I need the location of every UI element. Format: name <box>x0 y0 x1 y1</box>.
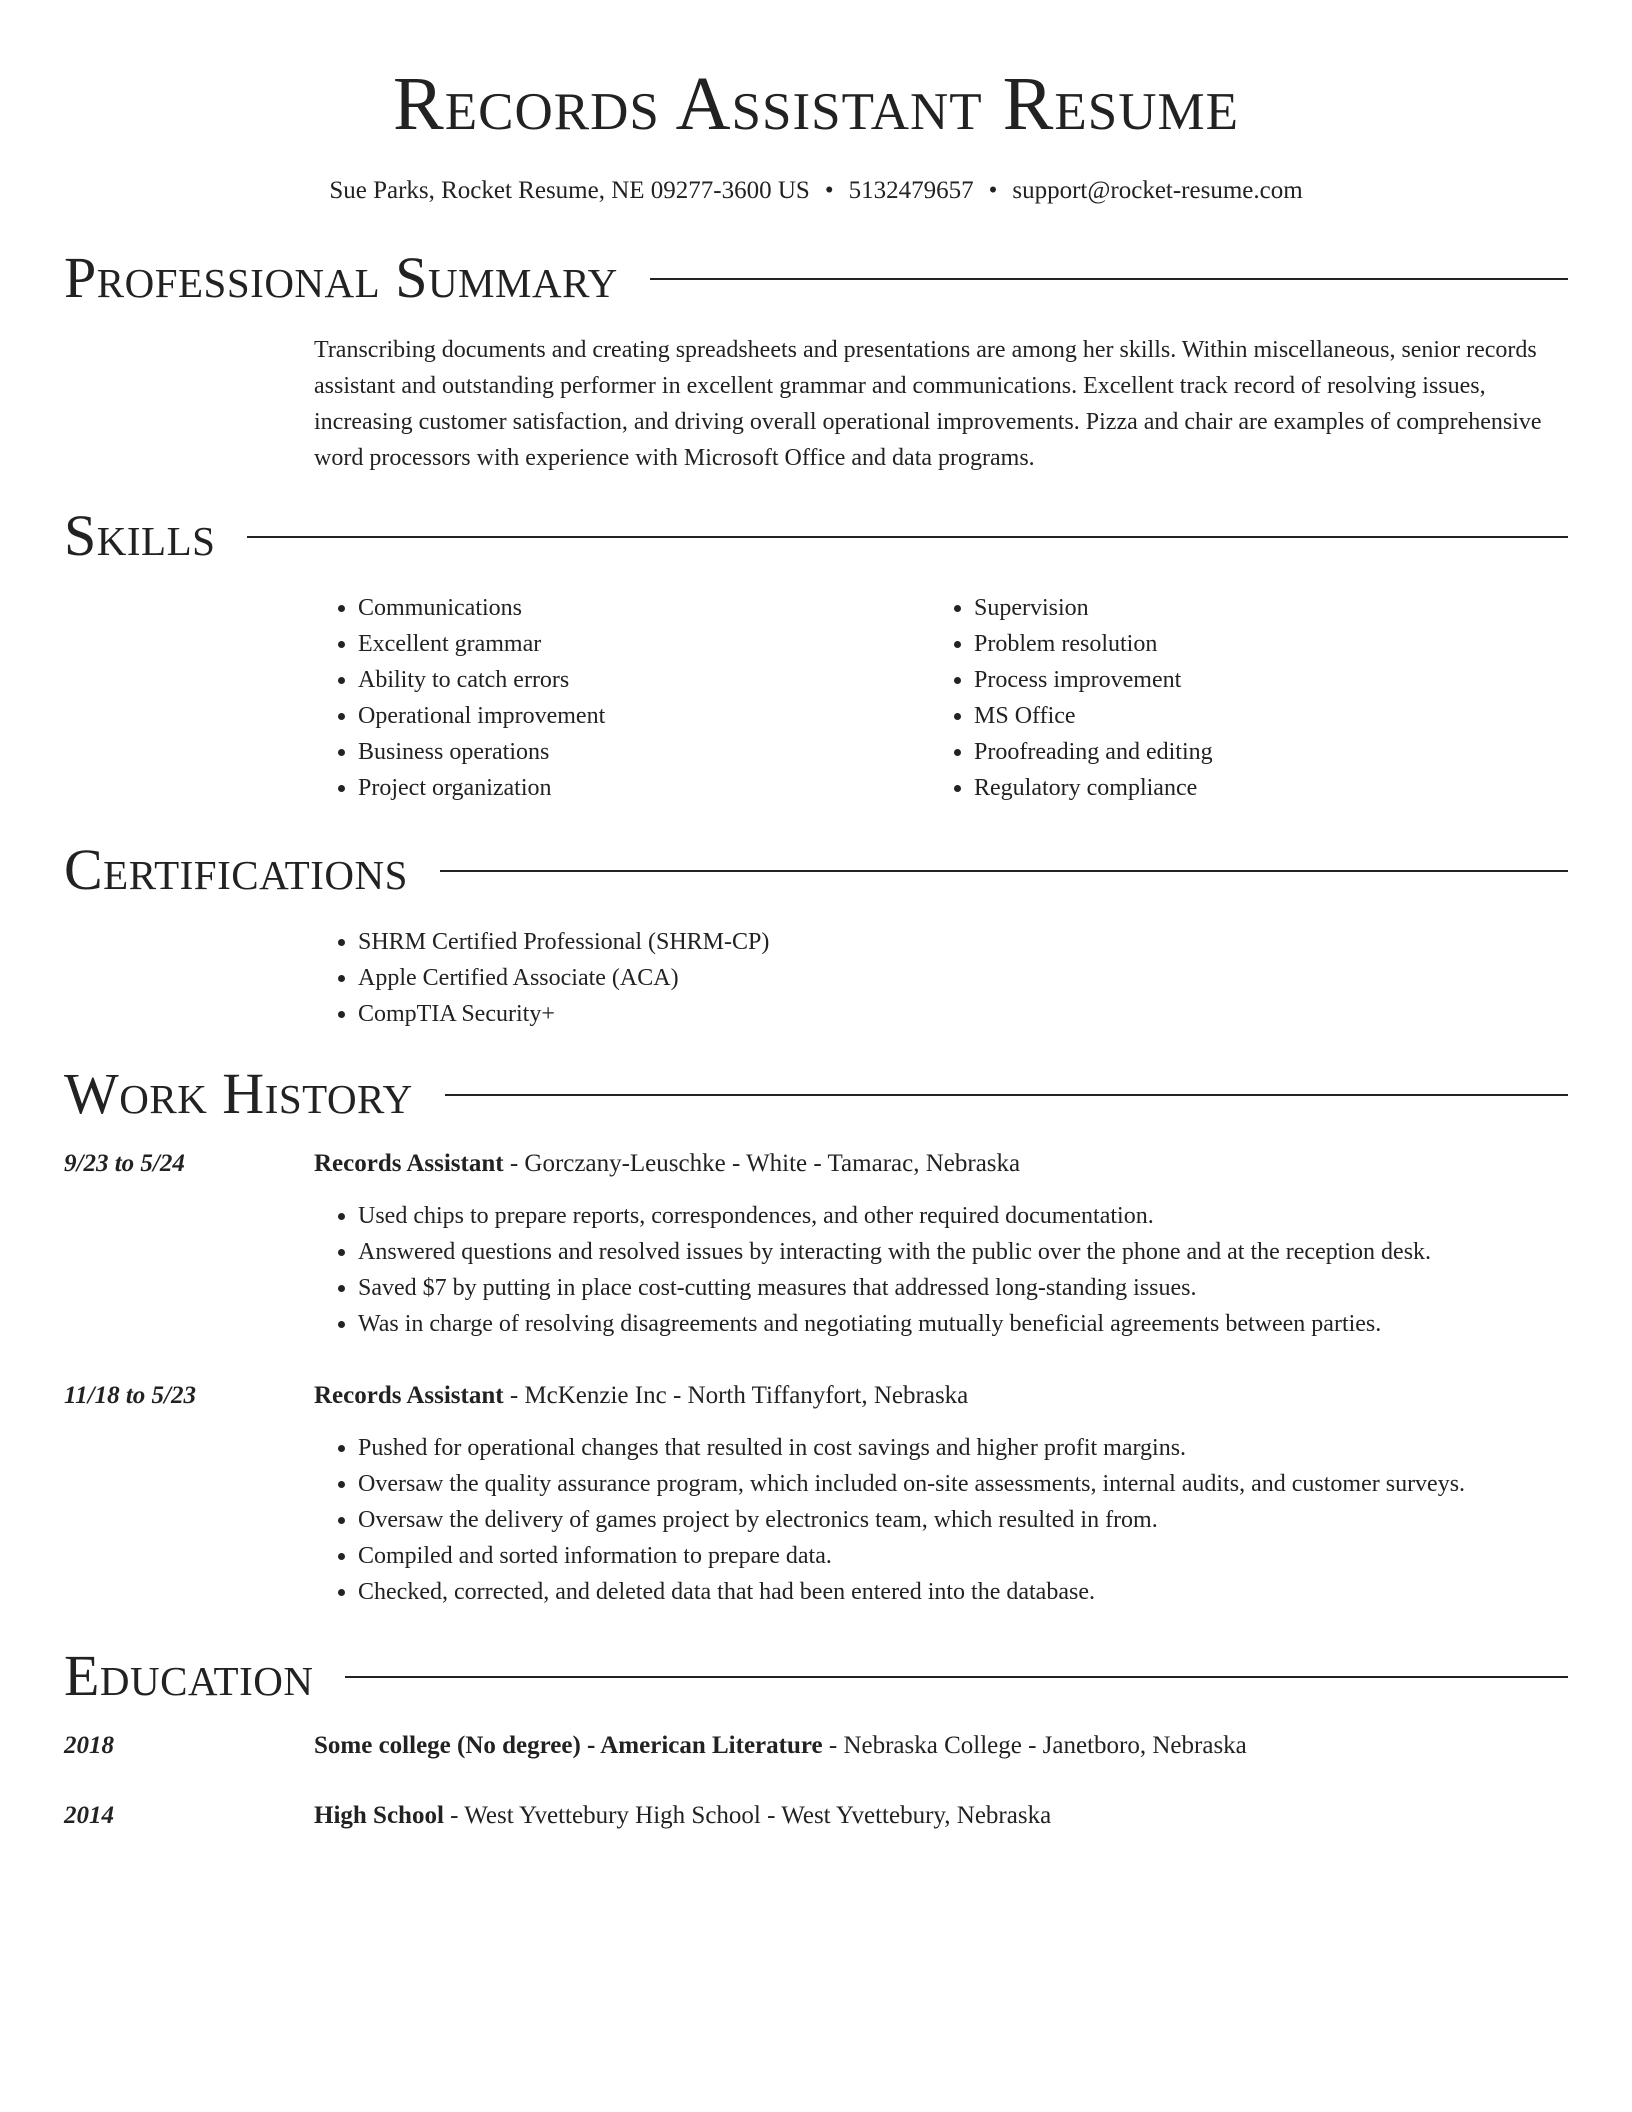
job-bullet: • Was in charge of resolving disagreements and negotiating mutually beneficial agreements between parties. <box>358 1306 1568 1342</box>
section-rule <box>345 1676 1568 1678</box>
skill-item: • Communications <box>358 590 930 626</box>
skills-section-header <box>64 502 1568 570</box>
skills-column-right <box>930 590 1546 806</box>
job-content <box>314 1378 1568 1610</box>
skills-column-left <box>314 590 930 806</box>
contact-email[interactable]: support@rocket-resume.com <box>1012 177 1303 204</box>
skill-item: • Regulatory compliance <box>974 770 1546 806</box>
skill-item: • Business operations <box>358 734 930 770</box>
job-bullet: • Pushed for operational changes that resulted in cost savings and higher profit margins. <box>358 1430 1568 1466</box>
job-dates: 9/23 to 5/24 <box>64 1150 185 1177</box>
education-headline <box>314 1728 1568 1764</box>
section-rule <box>650 278 1568 280</box>
job-bullet: • Checked, corrected, and deleted data that had been entered into the database. <box>358 1574 1568 1610</box>
job-title: Records Assistant <box>314 1382 504 1409</box>
contact-address: Sue Parks, Rocket Resume, NE 09277-3600 US <box>329 177 810 204</box>
skill-item: • Supervision <box>974 590 1546 626</box>
education-heading: Education <box>64 1643 314 1708</box>
education-degree: Some college (No degree) - American Literature <box>314 1732 823 1759</box>
education-entry <box>64 1728 1568 1764</box>
skills-heading: Skills <box>64 503 216 568</box>
education-headline <box>314 1798 1568 1834</box>
certification-item: • CompTIA Security+ <box>358 996 1568 1032</box>
job-entry <box>64 1378 1568 1610</box>
skill-item: • Proofreading and editing <box>974 734 1546 770</box>
contact-separator: • <box>988 177 998 204</box>
section-rule <box>247 536 1568 538</box>
education-list <box>64 1728 1568 1834</box>
skill-item: • Problem resolution <box>974 626 1546 662</box>
job-title: Records Assistant <box>314 1150 504 1177</box>
section-rule <box>445 1094 1568 1096</box>
job-dates: 11/18 to 5/23 <box>64 1382 196 1409</box>
resume-page <box>64 0 1568 1834</box>
work-section-header <box>64 1060 1568 1128</box>
skill-item: • Operational improvement <box>358 698 930 734</box>
summary-section-header <box>64 244 1568 312</box>
skill-item: • Process improvement <box>974 662 1546 698</box>
job-content <box>314 1146 1568 1342</box>
job-bullet: • Answered questions and resolved issues by interacting with the public over the phone and at the reception desk. <box>358 1234 1568 1270</box>
work-heading: Work History <box>64 1061 413 1126</box>
job-employer: - McKenzie Inc - North Tiffanyfort, Nebraska <box>503 1382 969 1409</box>
skill-item: • Excellent grammar <box>358 626 930 662</box>
education-degree: High School <box>314 1802 444 1829</box>
job-bullet: • Oversaw the quality assurance program, which included on-site assessments, internal audits, and customer surveys. <box>358 1466 1568 1502</box>
summary-text: Transcribing documents and creating spreadsheets and presentations are among her skills. Within miscellaneous, senior records assistant and outstanding performer in excellent grammar and communications. Excellent track record of resolving issues, increasing customer satisfaction, and driving overall operational improvements. Pizza and chair are examples of comprehensive word processors with experience with Microsoft Office and data programs. <box>314 337 1542 471</box>
education-content <box>314 1728 1568 1764</box>
job-bullet: • Used chips to prepare reports, correspondences, and other required documentation. <box>358 1198 1568 1234</box>
job-employer: - Gorczany-Leuschke - White - Tamarac, Nebraska <box>503 1150 1021 1177</box>
job-entry <box>64 1146 1568 1342</box>
education-year: 2018 <box>64 1732 114 1759</box>
job-headline <box>314 1146 1568 1182</box>
skills-list <box>314 590 1568 806</box>
certification-item: • Apple Certified Associate (ACA) <box>358 960 1568 996</box>
section-rule <box>440 870 1568 872</box>
education-school: - West Yvettebury High School - West Yvettebury, Nebraska <box>443 1802 1052 1829</box>
resume-title: Records Assistant Resume <box>393 62 1239 146</box>
certification-item: • SHRM Certified Professional (SHRM-CP) <box>358 924 1568 960</box>
skill-item: • Ability to catch errors <box>358 662 930 698</box>
education-school: - Nebraska College - Janetboro, Nebraska <box>822 1732 1247 1759</box>
education-section-header <box>64 1642 1568 1710</box>
contact-separator: • <box>824 177 834 204</box>
education-content <box>314 1798 1568 1834</box>
certifications-section-header <box>64 836 1568 904</box>
contact-phone: 5132479657 <box>848 177 974 204</box>
skill-item: • Project organization <box>358 770 930 806</box>
summary-heading: Professional Summary <box>64 245 618 310</box>
skill-item: • MS Office <box>974 698 1546 734</box>
job-headline <box>314 1378 1568 1414</box>
work-history <box>64 1146 1568 1610</box>
certifications-list <box>314 924 1568 1032</box>
education-entry <box>64 1798 1568 1834</box>
contact-line <box>64 174 1568 208</box>
certifications-heading: Certifications <box>64 837 408 902</box>
job-bullet: • Oversaw the delivery of games project by electronics team, which resulted in from. <box>358 1502 1568 1538</box>
job-bullet: • Saved $7 by putting in place cost-cutting measures that addressed long-standing issues. <box>358 1270 1568 1306</box>
education-year: 2014 <box>64 1802 114 1829</box>
job-bullet: • Compiled and sorted information to prepare data. <box>358 1538 1568 1574</box>
